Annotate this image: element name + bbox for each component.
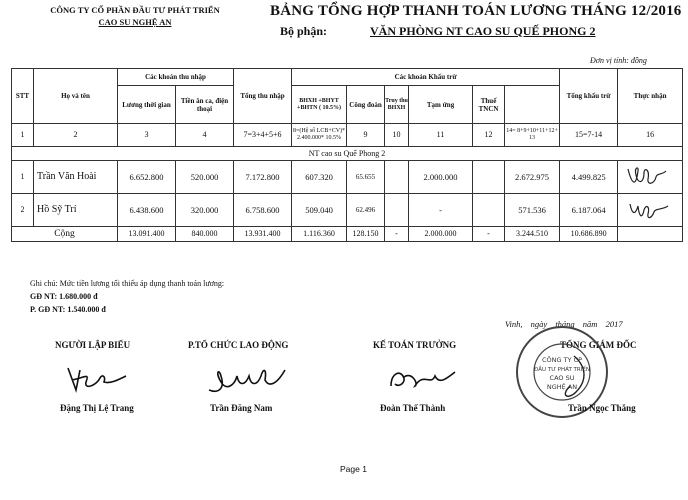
total-union: 128.150 [347, 227, 385, 242]
num-cell: 2 [34, 124, 118, 147]
num-cell: 11 [409, 124, 473, 147]
col-income-group: Các khoản thu nhập [118, 69, 234, 86]
row-meal: 520.000 [176, 161, 234, 194]
row-arrears [385, 161, 409, 194]
col-total-income: Tổng thu nhập [234, 69, 292, 124]
total-bhxh: 1.116.360 [292, 227, 347, 242]
total-salary: 13.091.400 [118, 227, 176, 242]
signature-3-icon [385, 364, 465, 394]
svg-text:NGHỆ AN: NGHỆ AN [546, 383, 578, 391]
col-arrears: Truy thu BHXH [385, 86, 409, 124]
department-label: Bộ phận: [280, 24, 328, 38]
total-arrears: - [385, 227, 409, 242]
payroll-table [11, 68, 683, 242]
row-signature [618, 194, 683, 227]
signer-1-name: Đặng Thị Lệ Trang [60, 403, 134, 413]
signer-1-title: NGƯỜI LẬP BIỂU [55, 340, 131, 350]
place-date: Vinh, ngày tháng năm 2017 [505, 319, 623, 329]
signer-4-name: Trần Ngọc Thắng [568, 403, 636, 413]
row-salary: 6.652.800 [118, 161, 176, 194]
total-sign-empty [618, 227, 683, 242]
note-line-1: Ghi chú: Mức tiền lương tối thiểu áp dụng thanh toán lương: [30, 279, 225, 288]
document-title: BẢNG TỔNG HỢP THANH TOÁN LƯƠNG THÁNG 12/2016 [270, 3, 682, 19]
num-cell: 7=3+4+5+6 [234, 124, 292, 147]
row-arrears [385, 194, 409, 227]
total-label: Cộng [12, 227, 118, 242]
signer-4-title: TỔNG GIÁM ĐỐC [560, 340, 637, 350]
total-advance: 2.000.000 [409, 227, 473, 242]
row-net: 6.187.064 [560, 194, 618, 227]
table-row [12, 161, 683, 194]
col-meal: Tiền ăn ca, điện thoại [176, 86, 234, 124]
num-cell: 4 [176, 124, 234, 147]
row-meal: 320.000 [176, 194, 234, 227]
row-union: 62.496 [347, 194, 385, 227]
row-union: 65.655 [347, 161, 385, 194]
row-name: Trần Văn Hoài [34, 161, 118, 194]
total-tax: - [473, 227, 505, 242]
row-total-income: 7.172.800 [234, 161, 292, 194]
col-net: Thực nhận [618, 69, 683, 124]
row-total-income: 6.758.600 [234, 194, 292, 227]
column-number-row [12, 124, 683, 147]
currency-unit-note: Đơn vị tính: đồng [590, 56, 647, 65]
num-cell: 12 [473, 124, 505, 147]
row-signature [618, 161, 683, 194]
row-stt: 1 [12, 161, 34, 194]
col-salary: Lương thời gian [118, 86, 176, 124]
row-total-deduct: 2.672.975 [505, 161, 560, 194]
num-cell: 3 [118, 124, 176, 147]
company-name [30, 4, 240, 28]
row-tax [473, 194, 505, 227]
svg-text:ĐẦU TƯ PHÁT TRIỂN: ĐẦU TƯ PHÁT TRIỂN [534, 367, 590, 373]
signer-3-title: KẾ TOÁN TRƯỞNG [373, 340, 457, 350]
note-line-3: P. GĐ NT: 1.540.000 đ [30, 305, 106, 314]
company-line-2: CAO SU NGHỆ AN [98, 17, 172, 27]
signer-2-name: Trần Đăng Nam [210, 403, 273, 413]
page-number: Page 1 [340, 464, 367, 474]
handwritten-signature-2 [622, 196, 678, 224]
col-tax: Thuế TNCN [473, 86, 505, 124]
row-advance: 2.000.000 [409, 161, 473, 194]
signer-3-name: Đoàn Thế Thành [380, 403, 446, 413]
num-cell: 1 [12, 124, 34, 147]
signer-2-title: P.TỔ CHỨC LAO ĐỘNG [188, 340, 289, 350]
num-cell: 8=(Hệ số LCB+CV)* 2.400.000* 10.5% [292, 124, 347, 147]
col-deductions-group: Các khoản Khấu trừ [292, 69, 560, 86]
handwritten-signature-1 [622, 163, 678, 191]
total-net: 10.686.890 [560, 227, 618, 242]
group-row [12, 147, 683, 161]
group-label: NT cao su Quế Phong 2 [12, 147, 683, 161]
header-row-1 [12, 69, 683, 86]
num-cell: 9 [347, 124, 385, 147]
total-meal: 840.000 [176, 227, 234, 242]
department-value: VĂN PHÒNG NT CAO SU QUẾ PHONG 2 [370, 24, 596, 38]
signature-2-icon [205, 362, 295, 398]
num-cell: 16 [618, 124, 683, 147]
total-total-income: 13.931.400 [234, 227, 292, 242]
row-advance: - [409, 194, 473, 227]
col-name: Họ và tên [34, 69, 118, 124]
company-line-1: CÔNG TY CỔ PHẦN ĐẦU TƯ PHÁT TRIỂN [50, 5, 220, 15]
num-cell: 10 [385, 124, 409, 147]
col-stt: STT [12, 69, 34, 124]
num-cell: 15=7-14 [560, 124, 618, 147]
row-bhxh: 607.320 [292, 161, 347, 194]
col-bhxh: BHXH +BHYT +BHTN ( 10.5%) [292, 86, 347, 124]
signature-1-icon [62, 362, 132, 396]
note-line-2: GĐ NT: 1.680.000 đ [30, 292, 98, 301]
table-row [12, 194, 683, 227]
row-bhxh: 509.040 [292, 194, 347, 227]
col-union: Công đoàn [347, 86, 385, 124]
row-name: Hồ Sỹ Trí [34, 194, 118, 227]
svg-text:CÔNG TY CP: CÔNG TY CP [541, 356, 583, 364]
row-stt: 2 [12, 194, 34, 227]
notes-block [30, 277, 224, 316]
total-total-deduct: 3.244.510 [505, 227, 560, 242]
row-total-deduct: 571.536 [505, 194, 560, 227]
col-advance: Tạm ứng [409, 86, 473, 124]
row-net: 4.499.825 [560, 161, 618, 194]
col-total-deduct: Tổng khấu trừ [560, 69, 618, 124]
row-salary: 6.438.600 [118, 194, 176, 227]
num-cell: 14= 8+9+10+11+12+ 13 [505, 124, 560, 147]
row-tax [473, 161, 505, 194]
svg-text:CAO SU: CAO SU [549, 374, 575, 382]
total-row [12, 227, 683, 242]
